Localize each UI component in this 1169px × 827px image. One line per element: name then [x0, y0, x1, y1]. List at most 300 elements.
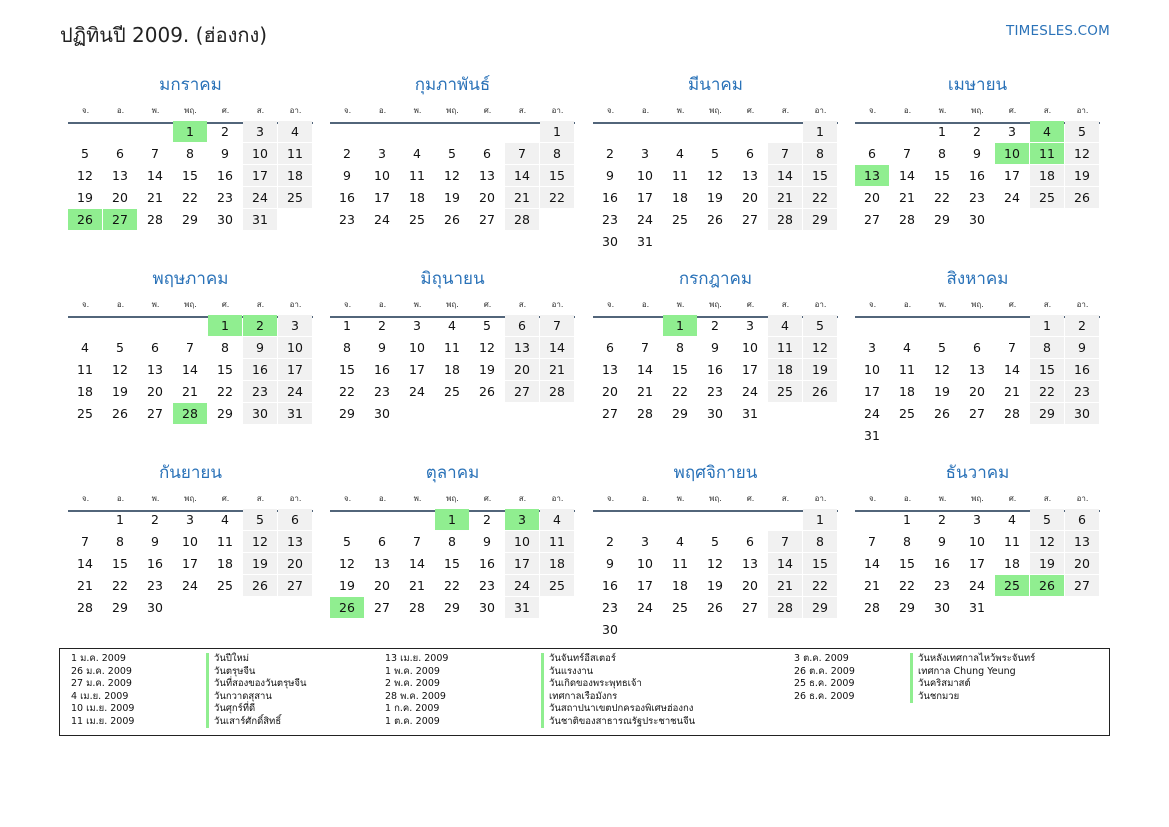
- holiday-name: วันชกมวย: [910, 691, 959, 704]
- day-cell: 2: [711, 318, 719, 333]
- day-cell: 31: [505, 597, 539, 618]
- day-cell: 29: [182, 212, 198, 227]
- day-cell: 5: [1065, 121, 1099, 142]
- day-cell: 15: [672, 362, 688, 377]
- day-cell: 5: [803, 315, 837, 336]
- day-cell: 9: [973, 146, 981, 161]
- day-cell: 8: [803, 531, 837, 552]
- day-cell: 18: [77, 384, 93, 399]
- day-cell: 26: [707, 600, 723, 615]
- day-cell: 20: [742, 190, 758, 205]
- day-cell: 15: [899, 556, 915, 571]
- holiday-name: วันแรงงาน: [541, 666, 593, 679]
- day-cell: 10: [864, 362, 880, 377]
- day-cell: 20: [112, 190, 128, 205]
- day-cell: 3: [868, 340, 876, 355]
- day-cell: 7: [151, 146, 159, 161]
- weekday-label: อ.: [378, 494, 387, 503]
- day-cell: 11: [540, 531, 574, 552]
- month-name: สิงหาคม: [946, 269, 1009, 289]
- holiday-name: วันชาติของสาธารณรัฐประชาชนจีน: [541, 716, 695, 729]
- holiday-day-cell: 1: [435, 509, 469, 530]
- weekday-label: อา.: [551, 300, 564, 309]
- day-cell: 26: [934, 406, 950, 421]
- day-cell: 27: [278, 575, 312, 596]
- holiday-name: วันเกิดของพระพุทธเจ้า: [541, 678, 642, 691]
- day-cell: 23: [1065, 381, 1099, 402]
- month-name: กรกฎาคม: [678, 269, 753, 289]
- weekday-label: อา.: [814, 300, 827, 309]
- day-cell: 7: [505, 143, 539, 164]
- day-cell: 14: [409, 556, 425, 571]
- day-cell: 14: [540, 337, 574, 358]
- day-cell: 25: [444, 384, 460, 399]
- weekday-label: อ.: [116, 300, 125, 309]
- day-cell: 20: [147, 384, 163, 399]
- weekday-label: อา.: [1076, 106, 1089, 115]
- day-cell: 26: [479, 384, 495, 399]
- day-cell: 24: [637, 600, 653, 615]
- day-cell: 26: [707, 212, 723, 227]
- weekday-label: พฤ.: [446, 300, 459, 309]
- weekday-label: ส.: [518, 300, 527, 309]
- day-cell: 27: [479, 212, 495, 227]
- day-cell: 9: [606, 556, 614, 571]
- day-cell: 7: [186, 340, 194, 355]
- day-cell: 13: [602, 362, 618, 377]
- day-cell: 3: [413, 318, 421, 333]
- day-cell: 1: [116, 512, 124, 527]
- weekday-label: พฤ.: [971, 494, 984, 503]
- day-cell: 28: [637, 406, 653, 421]
- day-cell: 31: [278, 403, 312, 424]
- day-cell: 7: [903, 146, 911, 161]
- weekday-label: พฤ.: [709, 300, 722, 309]
- day-cell: 22: [112, 578, 128, 593]
- day-cell: 4: [768, 315, 802, 336]
- holiday-name: วันหลังเทศกาลไหว้พระจันทร์: [910, 653, 1035, 666]
- day-cell: 12: [707, 168, 723, 183]
- day-cell: 2: [221, 124, 229, 139]
- day-cell: 30: [1065, 403, 1099, 424]
- day-cell: 19: [934, 384, 950, 399]
- weekday-label: พฤ.: [971, 106, 984, 115]
- weekday-label: จ.: [81, 300, 90, 309]
- day-cell: 28: [899, 212, 915, 227]
- day-cell: 12: [1030, 531, 1064, 552]
- month-block: [330, 73, 575, 263]
- weekday-label: ส.: [1043, 494, 1052, 503]
- weekday-label: พ.: [151, 300, 160, 309]
- weekday-label: ส.: [1043, 106, 1052, 115]
- weekday-label: อา.: [551, 106, 564, 115]
- day-cell: 8: [903, 534, 911, 549]
- day-cell: 17: [409, 362, 425, 377]
- day-cell: 7: [768, 143, 802, 164]
- weekday-label: จ.: [606, 300, 615, 309]
- day-cell: 27: [742, 212, 758, 227]
- day-cell: 22: [540, 187, 574, 208]
- day-cell: 10: [969, 534, 985, 549]
- day-cell: 12: [243, 531, 277, 552]
- day-cell: 24: [278, 381, 312, 402]
- day-cell: 25: [278, 187, 312, 208]
- day-cell: 30: [934, 600, 950, 615]
- day-cell: 28: [864, 600, 880, 615]
- day-cell: 23: [217, 190, 233, 205]
- weekday-label: ศ.: [746, 300, 755, 309]
- site-brand-link[interactable]: TIMESLES.COM: [1006, 23, 1110, 39]
- day-cell: 21: [147, 190, 163, 205]
- month-block: [330, 267, 575, 457]
- weekday-label: อา.: [289, 494, 302, 503]
- holiday-date: 1 ม.ค. 2009: [71, 653, 126, 664]
- day-cell: 21: [409, 578, 425, 593]
- day-cell: 22: [899, 578, 915, 593]
- weekday-label: พฤ.: [446, 494, 459, 503]
- day-cell: 16: [147, 556, 163, 571]
- day-cell: 5: [243, 509, 277, 530]
- day-cell: 23: [479, 578, 495, 593]
- day-cell: 17: [243, 165, 277, 186]
- day-cell: 19: [1065, 165, 1099, 186]
- weekday-label: พ.: [938, 106, 947, 115]
- day-cell: 8: [186, 146, 194, 161]
- day-cell: 25: [672, 600, 688, 615]
- day-cell: 24: [182, 578, 198, 593]
- day-cell: 24: [1004, 190, 1020, 205]
- day-cell: 19: [1030, 553, 1064, 574]
- holiday-date: 26 ธ.ค. 2009: [794, 690, 855, 702]
- day-cell: 1: [803, 509, 837, 530]
- day-cell: 20: [864, 190, 880, 205]
- day-cell: 28: [77, 600, 93, 615]
- holiday-day-cell: 26: [68, 209, 102, 230]
- day-cell: 1: [938, 124, 946, 139]
- month-block: [593, 73, 838, 263]
- month-block: [68, 267, 313, 457]
- day-cell: 13: [479, 168, 495, 183]
- day-cell: 5: [448, 146, 456, 161]
- month-block: [68, 461, 313, 651]
- holiday-name: วันกวาดสุสาน: [206, 691, 272, 704]
- day-cell: 25: [768, 381, 802, 402]
- day-cell: 29: [934, 212, 950, 227]
- day-cell: 10: [742, 340, 758, 355]
- day-cell: 17: [742, 362, 758, 377]
- day-cell: 17: [374, 190, 390, 205]
- day-cell: 15: [540, 165, 574, 186]
- day-cell: 11: [77, 362, 93, 377]
- day-cell: 19: [479, 362, 495, 377]
- weekday-label: ศ.: [746, 106, 755, 115]
- holiday-day-cell: 27: [103, 209, 137, 230]
- day-cell: 13: [112, 168, 128, 183]
- day-cell: 15: [444, 556, 460, 571]
- weekday-label: จ.: [868, 300, 877, 309]
- day-cell: 20: [278, 553, 312, 574]
- weekday-label: ส.: [1043, 300, 1052, 309]
- day-cell: 3: [243, 121, 277, 142]
- day-cell: 8: [540, 143, 574, 164]
- day-cell: 11: [278, 143, 312, 164]
- day-cell: 18: [1030, 165, 1064, 186]
- day-cell: 6: [483, 146, 491, 161]
- day-cell: 22: [803, 187, 837, 208]
- day-cell: 17: [182, 556, 198, 571]
- holiday-day-cell: 3: [505, 509, 539, 530]
- holiday-name: วันเสาร์ศักดิ์สิทธิ์: [206, 716, 281, 729]
- weekday-label: จ.: [81, 106, 90, 115]
- day-cell: 11: [672, 168, 688, 183]
- holiday-name: วันศุกร์ที่ดี: [206, 703, 255, 716]
- day-cell: 16: [969, 168, 985, 183]
- day-cell: 7: [1008, 340, 1016, 355]
- day-cell: 4: [903, 340, 911, 355]
- weekday-label: อ.: [378, 106, 387, 115]
- day-cell: 20: [374, 578, 390, 593]
- holiday-day-cell: 4: [1030, 121, 1064, 142]
- holiday-day-cell: 2: [243, 315, 277, 336]
- day-cell: 14: [147, 168, 163, 183]
- weekday-label: ส.: [781, 300, 790, 309]
- weekday-label: ศ.: [1008, 494, 1017, 503]
- day-cell: 7: [413, 534, 421, 549]
- day-cell: 3: [1008, 124, 1016, 139]
- day-cell: 19: [707, 190, 723, 205]
- day-cell: 6: [151, 340, 159, 355]
- day-cell: 14: [864, 556, 880, 571]
- day-cell: 10: [637, 556, 653, 571]
- month-name: มกราคม: [159, 75, 222, 95]
- day-cell: 7: [768, 531, 802, 552]
- day-cell: 14: [505, 165, 539, 186]
- day-cell: 23: [602, 600, 618, 615]
- month-block: [855, 461, 1100, 651]
- day-cell: 18: [1004, 556, 1020, 571]
- day-cell: 13: [742, 556, 758, 571]
- day-cell: 17: [278, 359, 312, 380]
- day-cell: 18: [672, 578, 688, 593]
- month-block: [68, 73, 313, 263]
- day-cell: 13: [969, 362, 985, 377]
- weekday-label: ส.: [781, 106, 790, 115]
- day-cell: 14: [637, 362, 653, 377]
- day-cell: 12: [112, 362, 128, 377]
- holiday-day-cell: 1: [173, 121, 207, 142]
- weekday-label: ศ.: [483, 106, 492, 115]
- day-cell: 17: [637, 578, 653, 593]
- day-cell: 12: [934, 362, 950, 377]
- weekday-label: ส.: [518, 106, 527, 115]
- weekday-label: อ.: [903, 106, 912, 115]
- day-cell: 12: [444, 168, 460, 183]
- holiday-day-cell: 1: [208, 315, 242, 336]
- day-cell: 12: [479, 340, 495, 355]
- day-cell: 4: [221, 512, 229, 527]
- month-header-rule: [593, 510, 838, 512]
- day-cell: 29: [444, 600, 460, 615]
- holiday-date: 3 ต.ค. 2009: [794, 653, 849, 664]
- day-cell: 18: [768, 359, 802, 380]
- day-cell: 25: [77, 406, 93, 421]
- day-cell: 8: [676, 340, 684, 355]
- holiday-name: วันจันทร์อีสเตอร์: [541, 653, 616, 666]
- weekday-label: จ.: [343, 494, 352, 503]
- day-cell: 14: [768, 165, 802, 186]
- day-cell: 3: [186, 512, 194, 527]
- day-cell: 3: [378, 146, 386, 161]
- day-cell: 15: [339, 362, 355, 377]
- day-cell: 13: [1065, 531, 1099, 552]
- day-cell: 16: [602, 190, 618, 205]
- day-cell: 26: [1065, 187, 1099, 208]
- holiday-day-cell: 10: [995, 143, 1029, 164]
- weekday-label: อา.: [289, 106, 302, 115]
- weekday-label: พฤ.: [709, 494, 722, 503]
- weekday-label: อ.: [641, 300, 650, 309]
- day-cell: 2: [151, 512, 159, 527]
- day-cell: 28: [768, 597, 802, 618]
- weekday-label: จ.: [343, 106, 352, 115]
- day-cell: 18: [540, 553, 574, 574]
- day-cell: 6: [868, 146, 876, 161]
- day-cell: 12: [803, 337, 837, 358]
- day-cell: 21: [899, 190, 915, 205]
- day-cell: 30: [969, 212, 985, 227]
- weekday-label: จ.: [343, 300, 352, 309]
- day-cell: 6: [973, 340, 981, 355]
- day-cell: 4: [448, 318, 456, 333]
- day-cell: 29: [339, 406, 355, 421]
- day-cell: 23: [707, 384, 723, 399]
- day-cell: 24: [969, 578, 985, 593]
- day-cell: 10: [637, 168, 653, 183]
- weekday-label: อ.: [641, 106, 650, 115]
- day-cell: 28: [768, 209, 802, 230]
- day-cell: 11: [899, 362, 915, 377]
- day-cell: 5: [711, 146, 719, 161]
- weekday-label: อ.: [903, 494, 912, 503]
- day-cell: 6: [505, 315, 539, 336]
- day-cell: 20: [602, 384, 618, 399]
- day-cell: 19: [243, 553, 277, 574]
- day-cell: 19: [707, 578, 723, 593]
- day-cell: 22: [672, 384, 688, 399]
- day-cell: 11: [409, 168, 425, 183]
- day-cell: 28: [409, 600, 425, 615]
- day-cell: 8: [803, 143, 837, 164]
- day-cell: 21: [864, 578, 880, 593]
- day-cell: 17: [505, 553, 539, 574]
- day-cell: 1: [803, 121, 837, 142]
- weekday-label: จ.: [606, 106, 615, 115]
- day-cell: 9: [243, 337, 277, 358]
- day-cell: 30: [602, 234, 618, 249]
- day-cell: 31: [742, 406, 758, 421]
- day-cell: 15: [1030, 359, 1064, 380]
- day-cell: 18: [278, 165, 312, 186]
- day-cell: 8: [221, 340, 229, 355]
- holiday-day-cell: 1: [663, 315, 697, 336]
- weekday-label: ศ.: [1008, 300, 1017, 309]
- day-cell: 6: [746, 146, 754, 161]
- day-cell: 11: [672, 556, 688, 571]
- day-cell: 29: [803, 209, 837, 230]
- day-cell: 2: [1065, 315, 1099, 336]
- month-name: เมษายน: [947, 75, 1008, 95]
- day-cell: 8: [116, 534, 124, 549]
- weekday-label: อา.: [289, 300, 302, 309]
- day-cell: 16: [707, 362, 723, 377]
- weekday-label: พ.: [676, 106, 685, 115]
- day-cell: 27: [374, 600, 390, 615]
- day-cell: 11: [768, 337, 802, 358]
- holiday-day-cell: 26: [330, 597, 364, 618]
- day-cell: 20: [1065, 553, 1099, 574]
- day-cell: 13: [147, 362, 163, 377]
- day-cell: 1: [540, 121, 574, 142]
- holiday-day-cell: 11: [1030, 143, 1064, 164]
- weekday-label: ส.: [256, 106, 265, 115]
- holiday-date: 25 ธ.ค. 2009: [794, 678, 855, 689]
- day-cell: 28: [505, 209, 539, 230]
- holiday-date: 1 พ.ค. 2009: [385, 665, 440, 677]
- day-cell: 28: [540, 381, 574, 402]
- day-cell: 24: [637, 212, 653, 227]
- day-cell: 22: [934, 190, 950, 205]
- day-cell: 19: [339, 578, 355, 593]
- day-cell: 30: [243, 403, 277, 424]
- day-cell: 30: [217, 212, 233, 227]
- month-name: กุมภาพันธ์: [414, 75, 491, 95]
- day-cell: 15: [934, 168, 950, 183]
- day-cell: 31: [243, 209, 277, 230]
- day-cell: 20: [479, 190, 495, 205]
- day-cell: 9: [378, 340, 386, 355]
- day-cell: 1: [343, 318, 351, 333]
- holiday-legend: [59, 648, 1110, 736]
- holiday-date: 1 ก.ค. 2009: [385, 703, 440, 714]
- weekday-label: พ.: [151, 106, 160, 115]
- month-header-rule: [593, 122, 838, 124]
- day-cell: 3: [641, 146, 649, 161]
- day-cell: 13: [374, 556, 390, 571]
- day-cell: 20: [969, 384, 985, 399]
- day-cell: 9: [343, 168, 351, 183]
- holiday-name: วันตรุษจีน: [206, 666, 255, 679]
- day-cell: 10: [182, 534, 198, 549]
- day-cell: 14: [1004, 362, 1020, 377]
- day-cell: 14: [182, 362, 198, 377]
- day-cell: 24: [243, 187, 277, 208]
- day-cell: 3: [278, 315, 312, 336]
- day-cell: 6: [378, 534, 386, 549]
- day-cell: 16: [217, 168, 233, 183]
- day-cell: 27: [602, 406, 618, 421]
- day-cell: 31: [637, 234, 653, 249]
- day-cell: 16: [934, 556, 950, 571]
- day-cell: 9: [151, 534, 159, 549]
- day-cell: 5: [1030, 509, 1064, 530]
- day-cell: 6: [278, 509, 312, 530]
- day-cell: 16: [479, 556, 495, 571]
- day-cell: 27: [1065, 575, 1099, 596]
- day-cell: 30: [707, 406, 723, 421]
- day-cell: 2: [973, 124, 981, 139]
- day-cell: 4: [540, 509, 574, 530]
- day-cell: 3: [641, 534, 649, 549]
